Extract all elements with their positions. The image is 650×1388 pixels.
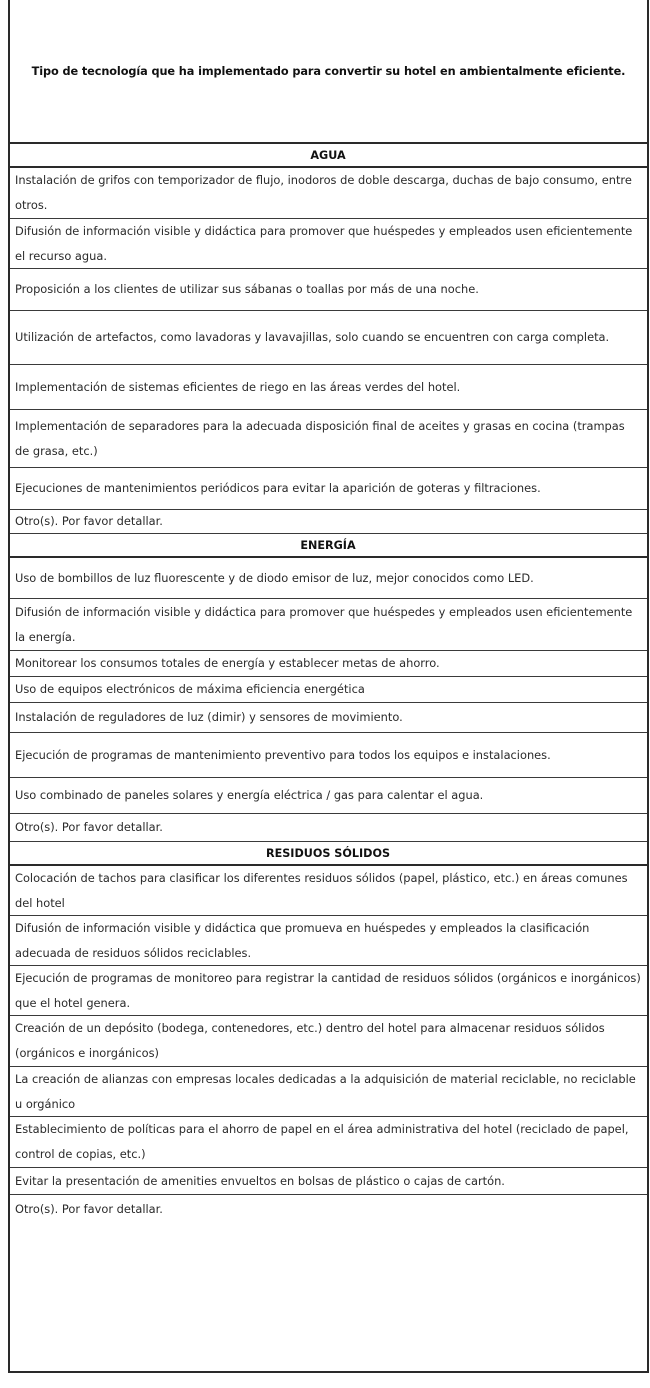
row-text: Uso de equipos electrónicos de máxima eficiencia energética xyxy=(15,682,365,696)
section-heading-energia: ENERGÍA xyxy=(10,534,647,558)
table-row xyxy=(10,1195,647,1223)
table-row xyxy=(10,778,647,814)
row-text: Ejecución de programas de monitoreo para registrar la cantidad de residuos sólidos (orgánicos e inorgánicos) que el hotel genera. xyxy=(15,970,641,1010)
row-text: Instalación de reguladores de luz (dimir) y sensores de movimiento. xyxy=(15,710,403,724)
row-text: Creación de un depósito (bodega, contenedores, etc.) dentro del hotel para almacenar residuos sólidos (orgánicos e inorgánicos) xyxy=(15,1021,605,1060)
row-text: Uso combinado de paneles solares y energía eléctrica / gas para calentar el agua. xyxy=(15,788,484,802)
table-row xyxy=(10,1117,647,1168)
row-text: Monitorear los consumos totales de energía y establecer metas de ahorro. xyxy=(15,656,440,670)
row-text: Uso de bombillos de luz fluorescente y de diodo emisor de luz, mejor conocidos como LED. xyxy=(15,570,534,585)
table-row xyxy=(10,168,647,219)
row-text: Establecimiento de políticas para el ahorro de papel en el área administrativa del hotel (reciclado de papel, control de copias, etc.) xyxy=(15,1122,629,1161)
table-row xyxy=(10,1016,647,1067)
table-row xyxy=(10,966,647,1016)
row-text: Evitar la presentación de amenities envueltos en bolsas de plástico o cajas de cartón. xyxy=(15,1173,505,1188)
row-text: Instalación de grifos con temporizador de flujo, inodoros de doble descarga, duchas de bajo consumo, entre otros. xyxy=(15,173,632,212)
row-text: Otro(s). Por favor detallar. xyxy=(15,820,163,834)
table-row xyxy=(10,677,647,703)
table-row xyxy=(10,866,647,916)
table-row xyxy=(10,558,647,599)
table-row xyxy=(10,651,647,677)
table-row xyxy=(10,1067,647,1117)
table-row xyxy=(10,468,647,510)
row-text: Difusión de información visible y didáctica que promueva en huéspedes y empleados la clasificación adecuada de residuos sólidos reciclables. xyxy=(15,920,590,960)
section-heading-agua: AGUA xyxy=(10,144,647,168)
table-row xyxy=(10,410,647,468)
row-text: Colocación de tachos para clasificar los diferentes residuos sólidos (papel, plástico, etc.) en áreas comunes del hotel xyxy=(15,870,628,910)
row-text: Implementación de sistemas eficientes de riego en las áreas verdes del hotel. xyxy=(15,379,461,394)
table-row xyxy=(10,814,647,842)
row-text: Utilización de artefactos, como lavadoras y lavavajillas, solo cuando se encuentren con carga completa. xyxy=(15,330,610,344)
table-row xyxy=(10,510,647,534)
row-text: Otro(s). Por favor detallar. xyxy=(15,514,163,528)
row-text: Implementación de separadores para la adecuada disposición final de aceites y grasas en cocina (trampas de grasa, etc.) xyxy=(15,418,625,458)
row-text: Ejecución de programas de mantenimiento preventivo para todos los equipos e instalaciones. xyxy=(15,747,551,762)
section-heading-residuos-solidos: RESIDUOS SÓLIDOS xyxy=(10,842,647,866)
row-text: Difusión de información visible y didáctica para promover que huéspedes y empleados usen eficientemente el recurso agua. xyxy=(15,223,633,263)
row-text: La creación de alianzas con empresas locales dedicadas a la adquisición de material reciclable, no reciclable u orgánico xyxy=(15,1071,636,1111)
technology-table xyxy=(8,0,649,1373)
row-text: Difusión de información visible y didáctica para promover que huéspedes y empleados usen eficientemente la energía. xyxy=(15,604,633,644)
table-row xyxy=(10,269,647,311)
row-text: Ejecuciones de mantenimientos periódicos para evitar la aparición de goteras y filtraciones. xyxy=(15,481,541,495)
row-text: Otro(s). Por favor detallar. xyxy=(15,1201,163,1216)
table-row xyxy=(10,365,647,410)
row-text: Proposición a los clientes de utilizar sus sábanas o toallas por más de una noche. xyxy=(15,282,479,296)
table-row xyxy=(10,311,647,365)
table-row xyxy=(10,599,647,651)
table-row xyxy=(10,219,647,269)
table-row xyxy=(10,703,647,733)
table-row xyxy=(10,916,647,966)
table-title: Tipo de tecnología que ha implementado para convertir su hotel en ambientalmente eficiente. xyxy=(10,0,647,144)
table-row xyxy=(10,733,647,778)
table-row xyxy=(10,1168,647,1195)
